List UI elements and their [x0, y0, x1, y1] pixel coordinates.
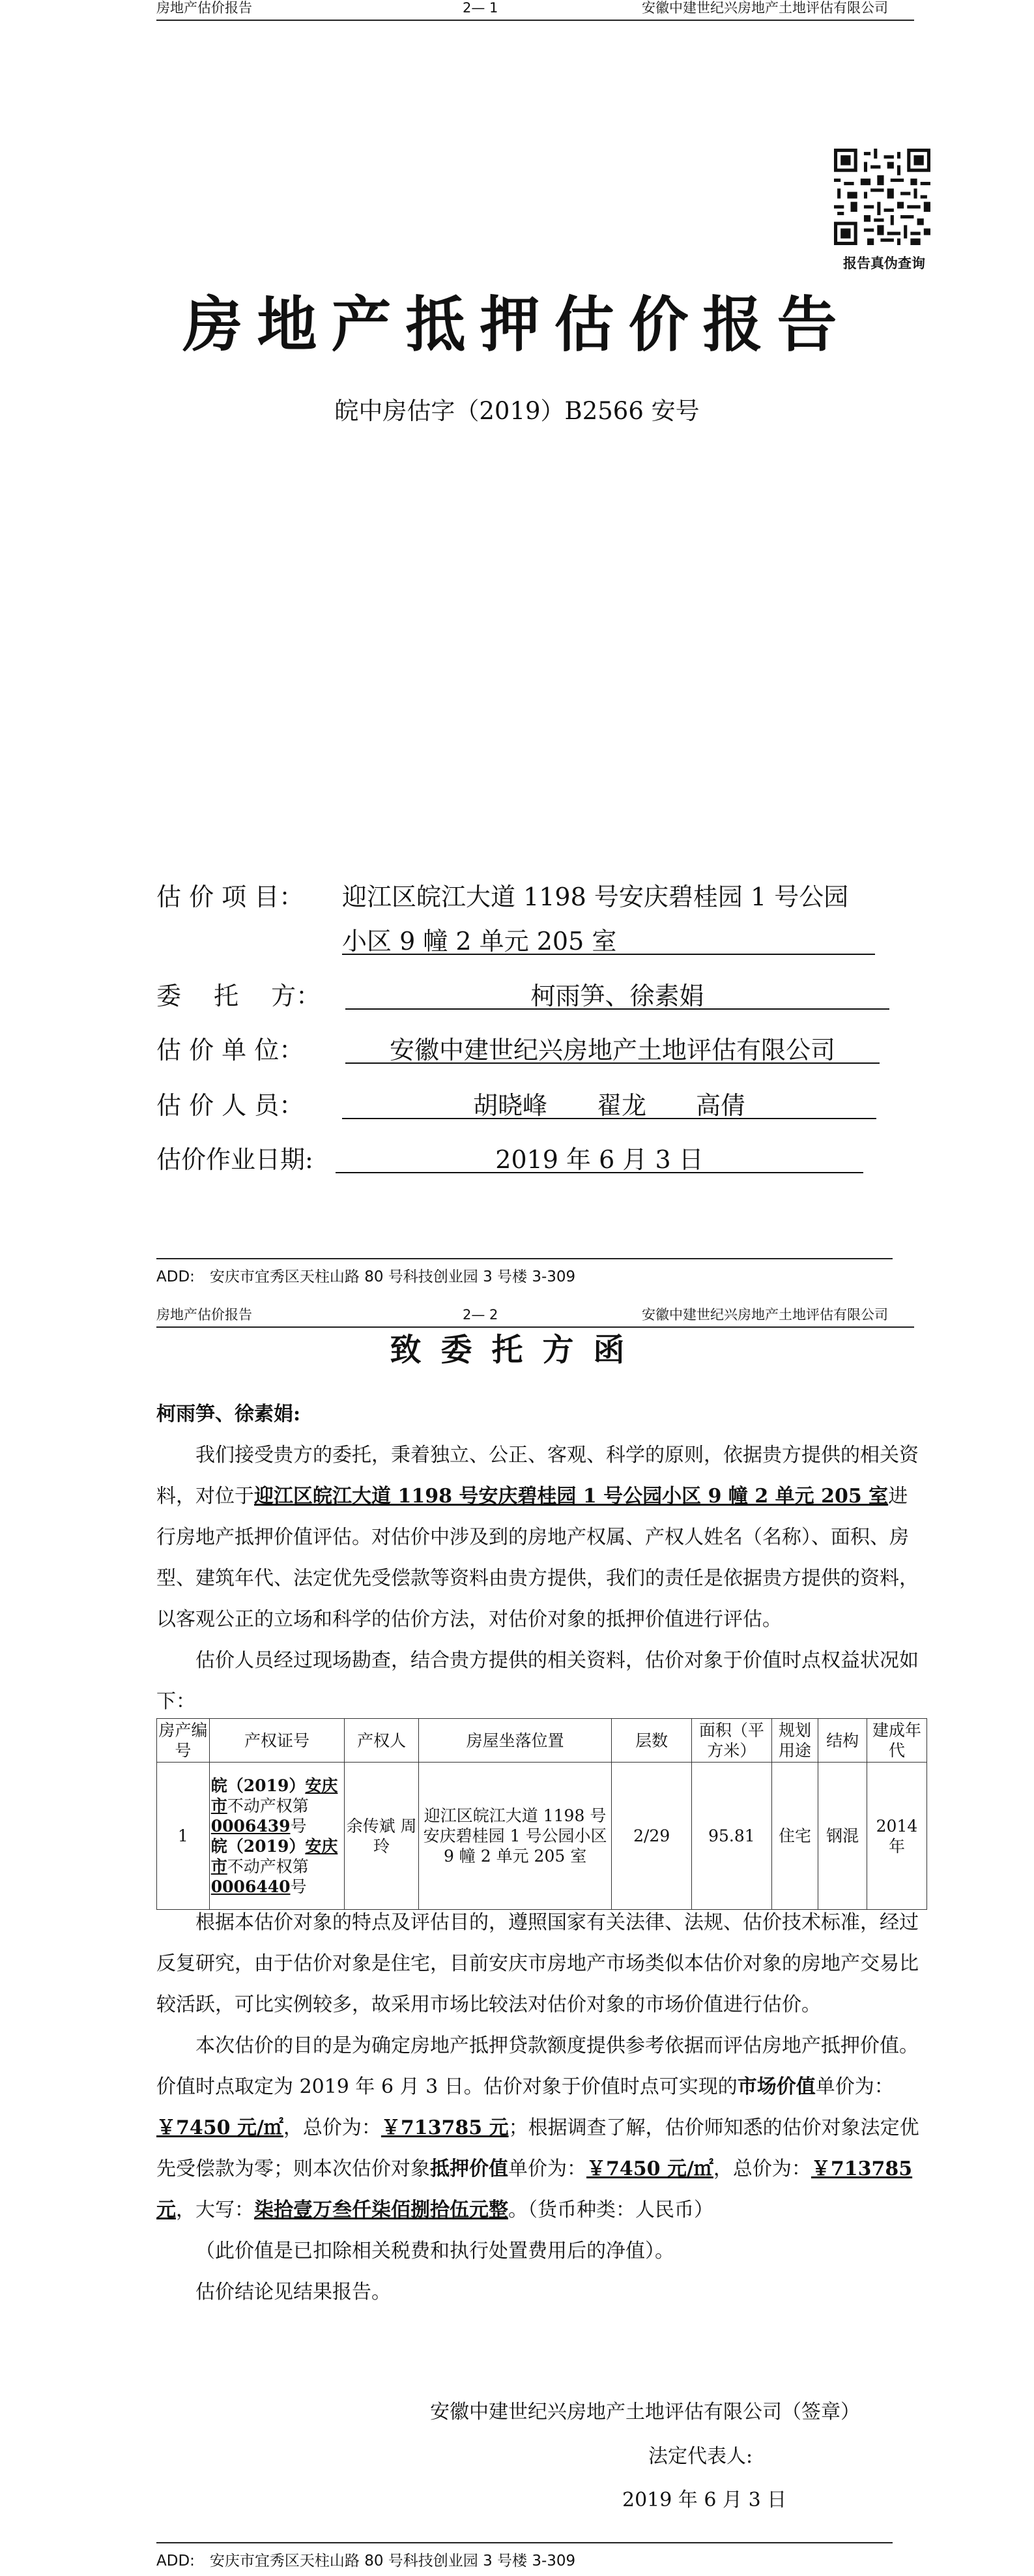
- header-page-number: 2— 1: [463, 0, 498, 16]
- field-project-line1: 迎江区皖江大道 1198 号安庆碧桂园 1 号公园: [342, 883, 849, 911]
- paragraph-4: 本次估价的目的是为确定房地产抵押贷款额度提供参考依据而评估房地产抵押价值。价值时点取定为 2019 年 6 月 3 日。估价对象于价值时点可实现的市场价值单价为：￥7450 元/㎡，总价为：￥713785 元；根据调查了解，估价师知悉的估价对象法定优先受偿款为零；则本次估价对象抵押价值单价为：￥7450 元/㎡，总价为：￥713785 元，大写：柒拾壹万叁仟柒佰捌拾伍元整。（货币种类：人民币）: [156, 2034, 919, 2221]
- field-unit-label: 估 价 单 位：: [156, 1036, 304, 1064]
- cell-use: 住宅: [771, 1763, 818, 1910]
- field-date-value: 2019 年 6 月 3 日: [336, 1139, 863, 1173]
- page-footer: ADD: 安庆市宜秀区天柱山路 80 号科技创业园 3 号楼 3-309: [156, 2542, 893, 2570]
- letter-body-top: [156, 1394, 927, 1722]
- col-header-year: 建成年代: [867, 1719, 926, 1763]
- paragraph-2: 估价人员经过现场勘查，结合贵方提供的相关资料，估价对象于价值时点权益状况如下：: [156, 1649, 919, 1713]
- cell-no: 1: [157, 1763, 210, 1910]
- col-header-area: 面积（平方米）: [692, 1719, 772, 1763]
- col-header-structure: 结构: [818, 1719, 867, 1763]
- header-company: 安徽中建世纪兴房地产土地评估有限公司: [642, 1307, 888, 1323]
- cell-structure: 钢混: [818, 1763, 867, 1910]
- col-header-floors: 层数: [612, 1719, 692, 1763]
- col-header-use: 规划用途: [771, 1719, 818, 1763]
- paragraph-3: 根据本估价对象的特点及评估目的，遵照国家有关法律、法规、估价技术标准，经过反复研究，由于估价对象是住宅，目前安庆市房地产市场类似本估价对象的房地产交易比较活跃，可比实例较多，故采用市场比较法对估价对象的市场价值进行估价。: [156, 1911, 919, 2016]
- table-header-row: [157, 1719, 927, 1763]
- col-header-cert: 产权证号: [209, 1719, 345, 1763]
- field-date: [156, 1139, 906, 1175]
- page-header: [156, 0, 914, 21]
- field-project-label: 估 价 项 目：: [156, 883, 304, 911]
- field-staff-label: 估 价 人 员：: [156, 1091, 304, 1120]
- field-project-line2: 小区 9 幢 2 单元 205 室: [342, 921, 875, 955]
- paragraph-6: 估价结论见结果报告。: [195, 2281, 391, 2304]
- property-address: 迎江区皖江大道 1198 号安庆碧桂园 1 号公园小区 9 幢 2 单元 205 室: [254, 1485, 889, 1508]
- property-table: [156, 1718, 927, 1910]
- document-number: 皖中房估字（2019）B2566 安号: [334, 397, 700, 425]
- cell-floors: 2/29: [612, 1763, 692, 1910]
- field-client-label: 委 托 方：: [156, 982, 321, 1010]
- page-footer: ADD: 安庆市宜秀区天柱山路 80 号科技创业园 3 号楼 3-309: [156, 1258, 893, 1286]
- field-project-cont: [156, 921, 906, 957]
- qr-code-icon[interactable]: [834, 149, 930, 245]
- paragraph-1: 我们接受贵方的委托，秉着独立、公正、客观、科学的原则，依据贵方提供的相关资料，对位于迎江区皖江大道 1198 号安庆碧桂园 1 号公园小区 9 幢 2 单元 205 室进行房地产抵押价值评估。对估价中涉及到的房地产权属、产权人姓名（名称）、面积、房型、建筑年代、法定优先受偿款等资料由贵方提供，我们的责任是依据贵方提供的资料，以客观公正的立场和科学的估价方法，对估价对象的抵押价值进行评估。: [156, 1444, 919, 1631]
- col-header-no: 房产编号: [157, 1719, 210, 1763]
- field-unit-value: 安徽中建世纪兴房地产土地评估有限公司: [345, 1030, 880, 1064]
- header-company: 安徽中建世纪兴房地产土地评估有限公司: [642, 0, 888, 16]
- header-page-number: 2— 2: [463, 1307, 498, 1323]
- field-unit: [156, 1030, 906, 1066]
- cell-location: 迎江区皖江大道 1198 号安庆碧桂园 1 号公园小区 9 幢 2 单元 205 室: [418, 1763, 612, 1910]
- field-staff: [156, 1085, 906, 1121]
- header-left: 房地产估价报告: [156, 1307, 252, 1323]
- table-row: [157, 1763, 927, 1910]
- signature-representative: 法定代表人:: [648, 2445, 753, 2468]
- signature-date: 2019 年 6 月 3 日: [622, 2489, 787, 2511]
- salutation: 柯雨笋、徐素娟:: [156, 1403, 301, 1426]
- field-date-label: 估价作业日期:: [156, 1145, 313, 1174]
- field-staff-value: 胡晓峰 翟龙 高倩: [342, 1085, 876, 1119]
- signature-company: 安徽中建世纪兴房地产土地评估有限公司（签章）: [430, 2401, 860, 2423]
- letter-body-bottom: [156, 1902, 927, 2313]
- cell-cert: 皖（2019）安庆市不动产权第0006439号 皖（2019）安庆市不动产权第0006440号: [209, 1763, 345, 1910]
- field-client-value: 柯雨笋、徐素娟: [345, 976, 889, 1010]
- col-header-owner: 产权人: [345, 1719, 418, 1763]
- cell-area: 95.81: [692, 1763, 772, 1910]
- field-client: [156, 976, 906, 1012]
- cell-owner: 余传斌 周 玲: [345, 1763, 418, 1910]
- report-title: 房地产抵押估价报告: [182, 289, 852, 360]
- paragraph-5: （此价值是已扣除相关税费和执行处置费用后的净值）。: [195, 2240, 674, 2262]
- header-left: 房地产估价报告: [156, 0, 252, 16]
- field-project: [156, 877, 906, 913]
- cell-year: 2014 年: [867, 1763, 926, 1910]
- letter-title: 致委托方函: [390, 1332, 644, 1368]
- qr-caption: 报告真伪查询: [843, 256, 925, 271]
- col-header-location: 房屋坐落位置: [418, 1719, 612, 1763]
